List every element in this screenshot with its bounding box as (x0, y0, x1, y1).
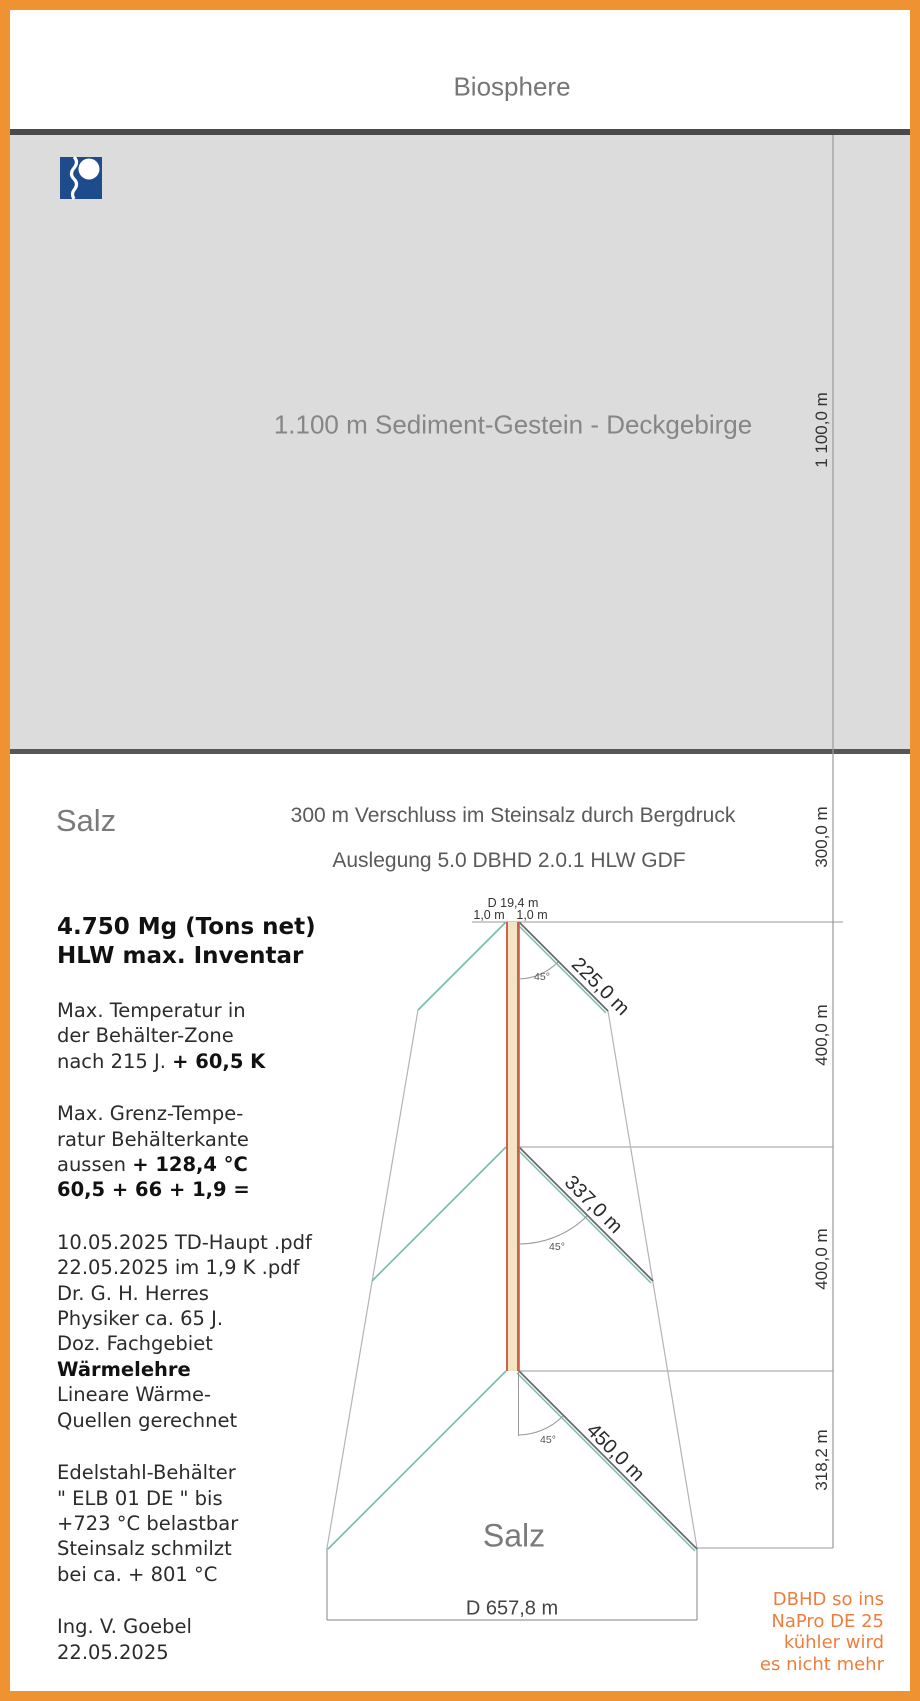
angle-arc-bottom (519, 1416, 564, 1435)
design-headline: Auslegung 5.0 DBHD 2.0.1 HLW GDF (332, 849, 686, 872)
seal-headline: 300 m Verschluss im Steinsalz durch Bergdruck (290, 804, 736, 827)
annotation-line: HLW max. Inventar (57, 943, 304, 969)
bge-logo (60, 157, 102, 199)
salt-cavern-label: Salz (482, 1517, 546, 1554)
annotation-line: Lineare Wärme- (57, 1383, 212, 1407)
seal-length-label: 300,0 m (812, 806, 831, 868)
overburden-label: 1.100 m Sediment-Gestein - Deckgebirge (273, 409, 753, 440)
annotation-line: Max. Temperatur in (57, 999, 246, 1022)
footer-note-line: NaPro DE 25 (771, 1610, 884, 1632)
liner-left-label: 1,0 m (473, 908, 505, 922)
annotation-block-3 (57, 1230, 357, 1433)
annotation-line: Max. Grenz-Tempe- (57, 1102, 244, 1126)
annotation-line: Edelstahl-Behälter (57, 1461, 236, 1485)
bench-length-bottom-label: 450,0 m (582, 1419, 649, 1486)
footer-note-line: kühler wird (783, 1632, 884, 1653)
annotation-line: der Behälter-Zone (57, 1024, 234, 1048)
angle-label-mid: 45° (549, 1241, 565, 1253)
annotation-block-1 (57, 998, 357, 1074)
shaft-fill (507, 922, 518, 1371)
lower-section-length-label: 400,0 m (812, 1228, 831, 1290)
angle-label-bottom: 45° (540, 1434, 556, 1446)
annotation-line: 22.05.2025 (57, 1640, 169, 1664)
annotation-line: 60,5 + 66 + 1,9 = (57, 1178, 250, 1202)
annotation-block-5 (57, 1614, 357, 1665)
footer-note-line: es nicht mehr (759, 1653, 884, 1675)
footer-note (760, 1589, 884, 1675)
bench-teal-left-mid (372, 1147, 506, 1281)
bench-teal-left-top (418, 922, 506, 1010)
salt-zone-label: Salz (55, 803, 117, 838)
base-section-length-label: 318,2 m (812, 1429, 831, 1491)
annotation-line: Quellen gerechnet (57, 1408, 238, 1432)
base-diameter-label: D 657,8 m (465, 1597, 559, 1620)
upper-section-length-label: 400,0 m (812, 1004, 831, 1066)
annotation-line: Dr. G. H. Herres (57, 1281, 209, 1305)
annotation-line: " ELB 01 DE " bis (57, 1486, 223, 1510)
annotation-column (57, 913, 357, 1692)
surface-divider-line (10, 129, 910, 135)
annotation-line: Wärmelehre (57, 1357, 191, 1381)
annotation-line: 4.750 Mg (Tons net) (57, 914, 316, 940)
overburden-layer (10, 135, 910, 752)
annotation-line: nach 215 J. + 60,5 K (57, 1049, 266, 1073)
liner-right-label: 1,0 m (516, 908, 548, 922)
annotation-line: bei ca. + 801 °C (57, 1562, 218, 1586)
salt-top-divider-line (10, 749, 910, 754)
annotation-line: ratur Behälterkante (57, 1127, 249, 1151)
bench-length-top-label: 225,0 m (567, 953, 634, 1020)
angle-label-top: 45° (534, 971, 550, 983)
annotation-block-0 (57, 913, 357, 971)
bench-length-mid-label: 337,0 m (560, 1171, 627, 1238)
annotation-line: 22.05.2025 im 1,9 K .pdf (57, 1256, 300, 1280)
overburden-depth-label: 1 100,0 m (812, 392, 831, 468)
top-diameter-label: D 19,4 m (487, 896, 539, 910)
annotation-line: Steinsalz schmilzt (57, 1537, 232, 1561)
annotation-line: 10.05.2025 TD-Haupt .pdf (57, 1230, 312, 1254)
annotation-line: aussen + 128,4 °C (57, 1153, 248, 1177)
annotation-block-4 (57, 1460, 357, 1587)
biosphere-label: Biosphere (453, 71, 571, 102)
logo-circle (79, 159, 100, 180)
annotation-line: Physiker ca. 65 J. (57, 1307, 224, 1331)
annotation-line: Doz. Fachgebiet (57, 1332, 213, 1356)
annotation-line: +723 °C belastbar (57, 1511, 239, 1535)
footer-note-line: DBHD so ins (772, 1589, 884, 1610)
bench-teal-right-mid (517, 1149, 651, 1283)
annotation-line: Ing. V. Goebel (57, 1615, 192, 1639)
annotation-block-2 (57, 1101, 357, 1203)
angle-arc-mid (519, 1216, 588, 1244)
